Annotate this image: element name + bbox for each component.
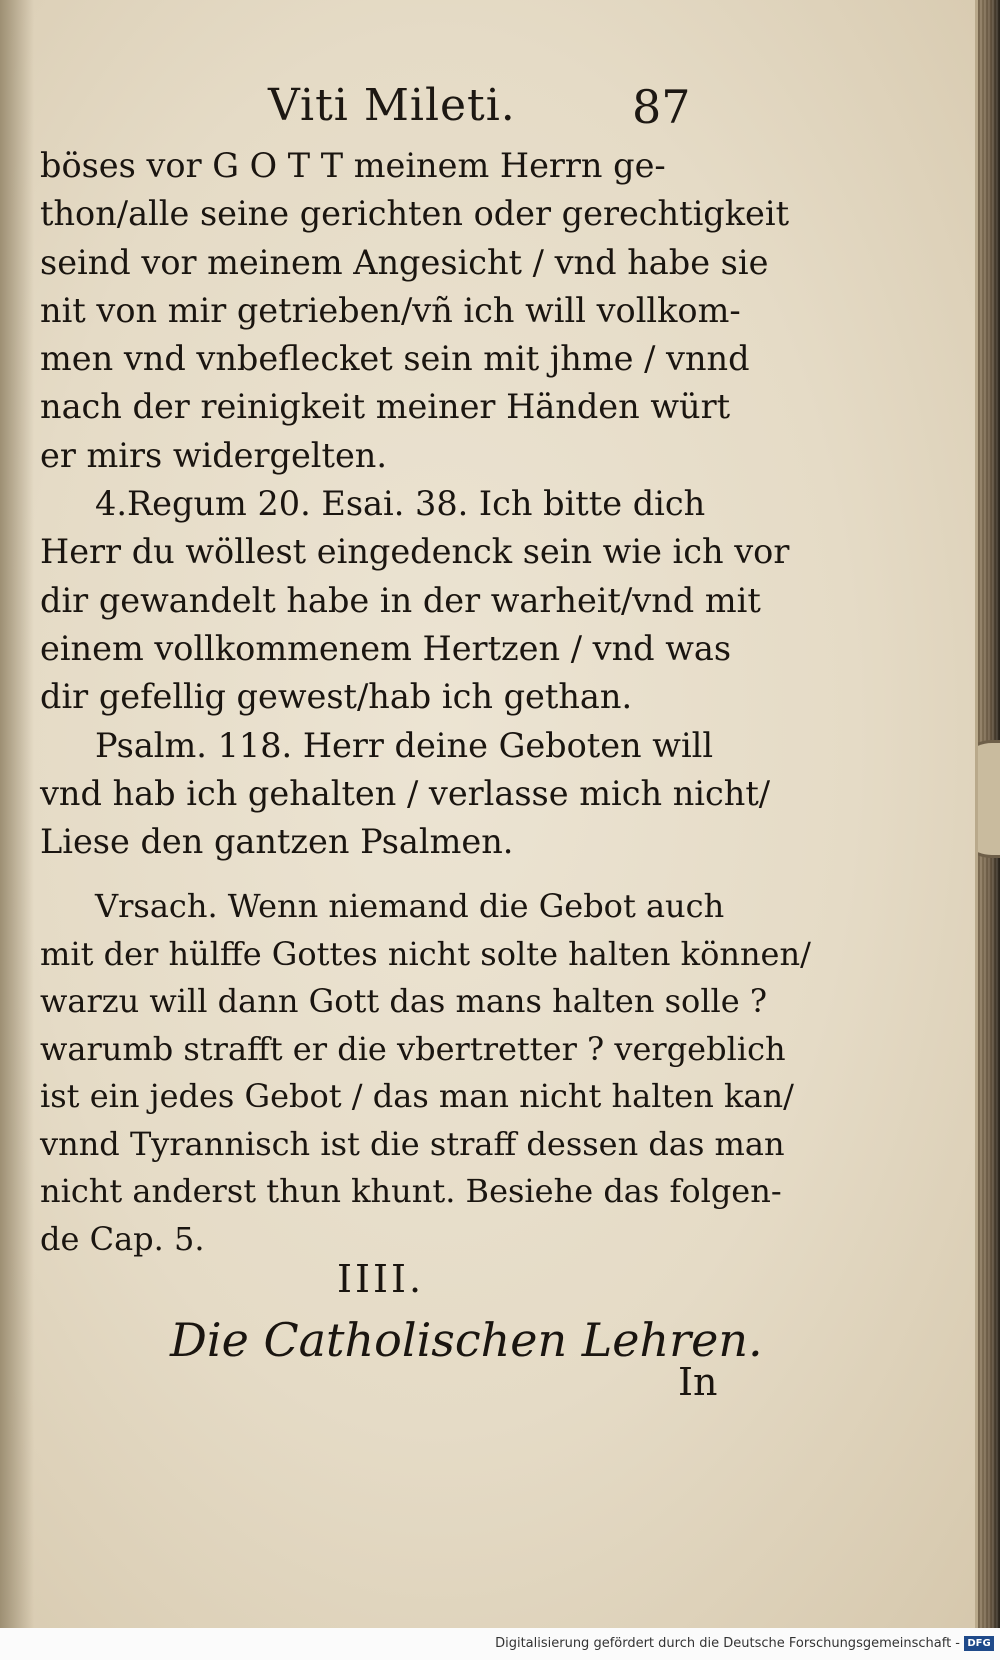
text-line: warzu will dann Gott das mans halten solle ? — [40, 982, 768, 1021]
text-line: men vnd vnbeflecket sein mit jhme / vnnd — [40, 339, 750, 379]
text-line: warumb strafft er die vbertretter ? vergeblich — [40, 1029, 786, 1068]
text-line: Liese den gantzen Psalmen. — [40, 822, 514, 862]
body-text — [40, 142, 811, 1263]
paragraph-3 — [40, 722, 771, 867]
running-head: Viti Mileti. — [268, 80, 516, 131]
paragraph-4 — [40, 883, 811, 1263]
section-title: Die Catholischen Lehren. — [170, 1313, 763, 1367]
catchword: In — [678, 1360, 718, 1404]
text-line: mit der hülffe Gottes nicht solte halten können/ — [40, 934, 811, 973]
text-line: böses vor G O T T meinem Herrn ge- — [40, 146, 666, 185]
page-number: 87 — [632, 80, 691, 134]
text-line: thon/alle seine gerichten oder gerechtigkeit — [40, 194, 790, 234]
text-line: vnd hab ich gehalten / verlasse mich nicht/ — [40, 773, 771, 813]
text-line: nicht anderst thun khunt. Besiehe das folgen- — [40, 1172, 782, 1211]
text-line: seind vor meinem Angesicht / vnd habe sie — [40, 242, 769, 282]
paragraph-2 — [40, 480, 790, 721]
section-number: IIII. — [337, 1257, 425, 1301]
text-line: ist ein jedes Gebot / das man nicht halten kan/ — [40, 1077, 794, 1116]
text-line: vnnd Tyrannisch ist die straff dessen das man — [40, 1124, 785, 1163]
footer-credit: Digitalisierung gefördert durch die Deutsche Forschungsgemeinschaft - — [495, 1636, 960, 1651]
text-line: dir gefellig gewest/hab ich gethan. — [40, 677, 633, 717]
text-line: de Cap. 5. — [40, 1219, 205, 1258]
dfg-logo-icon: DFG — [964, 1636, 994, 1651]
text-line: 4.Regum 20. Esai. 38. Ich bitte dich — [95, 484, 706, 524]
text-line: nit von mir getrieben/vñ ich will vollkom- — [40, 290, 741, 330]
digitization-footer — [0, 1628, 1000, 1660]
paragraph-1 — [40, 142, 790, 480]
text-line: einem vollkommenem Hertzen / vnd was — [40, 628, 732, 668]
text-line: Psalm. 118. Herr deine Geboten will — [95, 725, 714, 765]
text-line: er mirs widergelten. — [40, 435, 387, 475]
text-line: nach der reinigkeit meiner Händen würt — [40, 387, 731, 427]
page-header — [0, 80, 975, 150]
text-line: dir gewandelt habe in der warheit/vnd mit — [40, 580, 761, 620]
text-line: Herr du wöllest eingedenck sein wie ich vor — [40, 532, 790, 572]
text-line: Vrsach. Wenn niemand die Gebot auch — [95, 887, 725, 926]
